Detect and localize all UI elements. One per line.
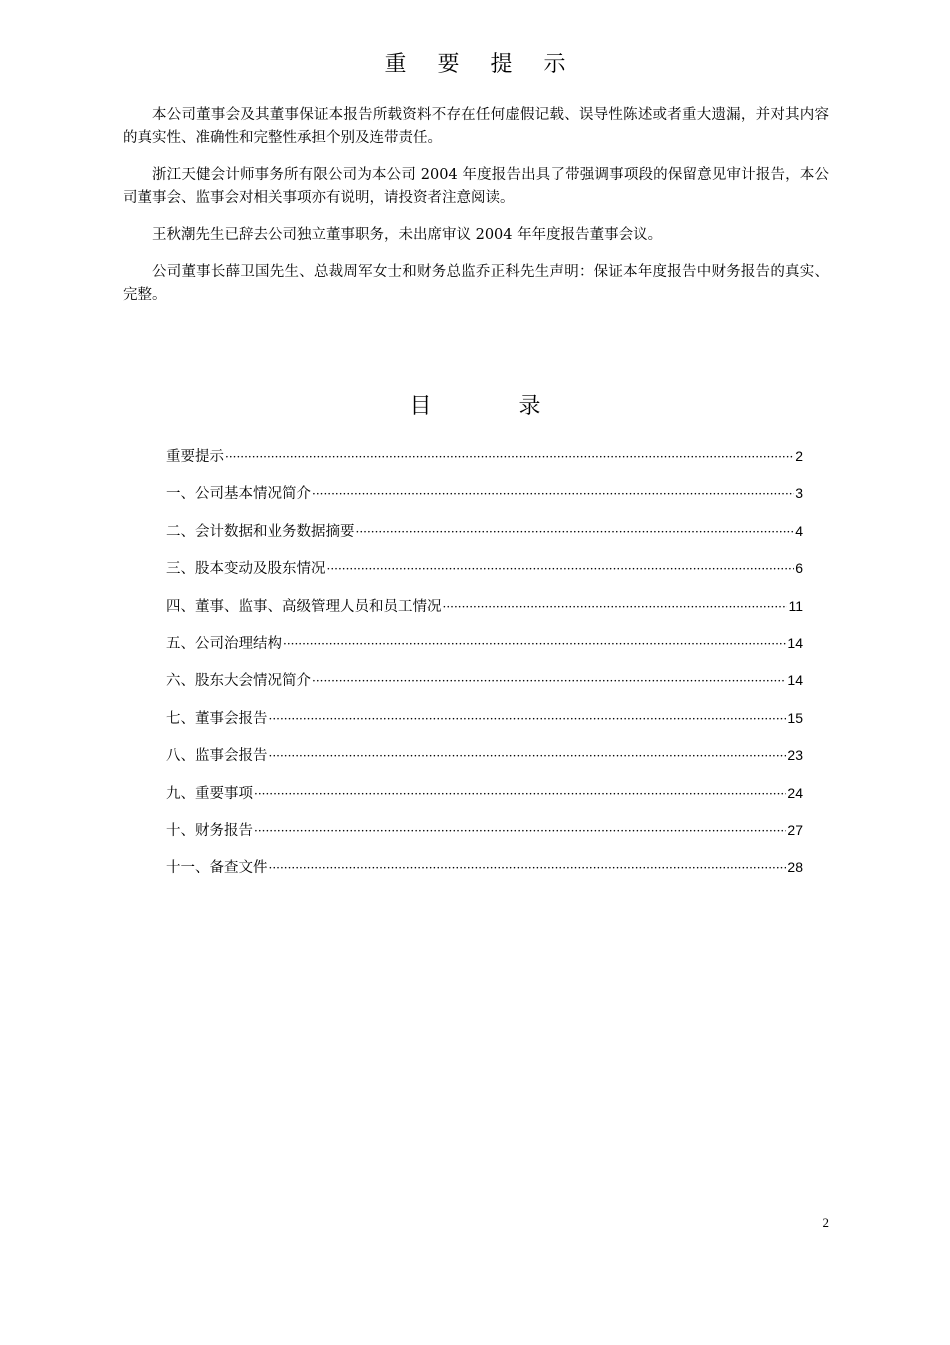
toc-entry[interactable] [166, 633, 803, 670]
toc-entry-label: 十一、备查文件 [166, 860, 268, 877]
toc-entry-label: 三、股本变动及股东情况 [166, 561, 326, 578]
toc-entry-label: 一、公司基本情况简介 [166, 486, 311, 503]
toc-entry[interactable] [166, 446, 803, 483]
toc-entry-page: 2 [795, 448, 803, 464]
toc-leader-dots [356, 522, 795, 542]
toc-entry-label: 七、董事会报告 [166, 710, 268, 727]
toc-entry-label: 十、财务报告 [166, 822, 253, 839]
toc-leader-dots [269, 709, 787, 729]
toc-entry-page: 15 [787, 709, 803, 726]
toc-leader-dots [269, 858, 787, 878]
toc-entry-label: 九、重要事项 [166, 785, 253, 802]
toc-leader-dots [327, 559, 795, 579]
notice-body [123, 104, 829, 321]
notice-paragraph: 公司董事长薛卫国先生、总裁周军女士和财务总监乔正科先生声明：保证本年度报告中财务报告的真实、完整。 [123, 264, 829, 303]
toc-entry-label: 六、股东大会情况简介 [166, 673, 311, 690]
toc-entry-page: 24 [787, 784, 803, 801]
toc-entry[interactable] [166, 670, 803, 707]
toc-entry-page: 3 [795, 485, 803, 502]
toc-leader-dots [225, 447, 794, 467]
table-of-contents [166, 446, 803, 895]
toc-title: 目 录 [409, 394, 581, 419]
toc-entry-label: 重要提示 [166, 449, 224, 465]
toc-leader-dots [269, 746, 787, 766]
toc-entry[interactable] [166, 596, 803, 633]
toc-entry-page: 4 [795, 522, 803, 539]
toc-entry-label: 八、监事会报告 [166, 748, 268, 765]
toc-entry-page: 28 [787, 859, 803, 876]
notice-paragraph: 王秋潮先生已辞去公司独立董事职务，未出席审议 2004 年年度报告董事会议。 [152, 227, 663, 243]
toc-entry-page: 27 [787, 821, 803, 838]
toc-entry[interactable] [166, 708, 803, 745]
toc-entry-page: 6 [795, 560, 803, 577]
toc-entry[interactable] [166, 483, 803, 520]
toc-entry[interactable] [166, 783, 803, 820]
notice-title: 重 要 提 示 [384, 52, 578, 77]
toc-entry-label: 二、会计数据和业务数据摘要 [166, 523, 355, 540]
toc-leader-dots [443, 597, 788, 617]
toc-entry[interactable] [166, 521, 803, 558]
toc-entry[interactable] [166, 857, 803, 894]
toc-entry-page: 14 [787, 672, 803, 689]
toc-entry[interactable] [166, 558, 803, 595]
notice-paragraph: 浙江天健会计师事务所有限公司为本公司 2004 年度报告出具了带强调事项段的保留意见审计报告，本公司董事会、监事会对相关事项亦有说明，请投资者注意阅读。 [123, 167, 829, 206]
toc-entry-page: 23 [787, 747, 803, 764]
toc-leader-dots [254, 784, 786, 804]
notice-paragraph: 本公司董事会及其董事保证本报告所载资料不存在任何虚假记载、误导性陈述或者重大遗漏，并对其内容的真实性、准确性和完整性承担个别及连带责任。 [123, 107, 829, 146]
page-number: 2 [822, 1215, 829, 1230]
toc-entry-page: 14 [787, 634, 803, 651]
toc-entry-label: 四、董事、监事、高级管理人员和员工情况 [166, 598, 442, 615]
toc-leader-dots [254, 821, 786, 841]
toc-entry-page: 11 [788, 597, 803, 614]
toc-entry-label: 五、公司治理结构 [166, 635, 282, 652]
toc-leader-dots [312, 671, 786, 691]
toc-entry[interactable] [166, 745, 803, 782]
toc-leader-dots [312, 484, 794, 504]
toc-leader-dots [283, 634, 786, 654]
toc-entry[interactable] [166, 820, 803, 857]
